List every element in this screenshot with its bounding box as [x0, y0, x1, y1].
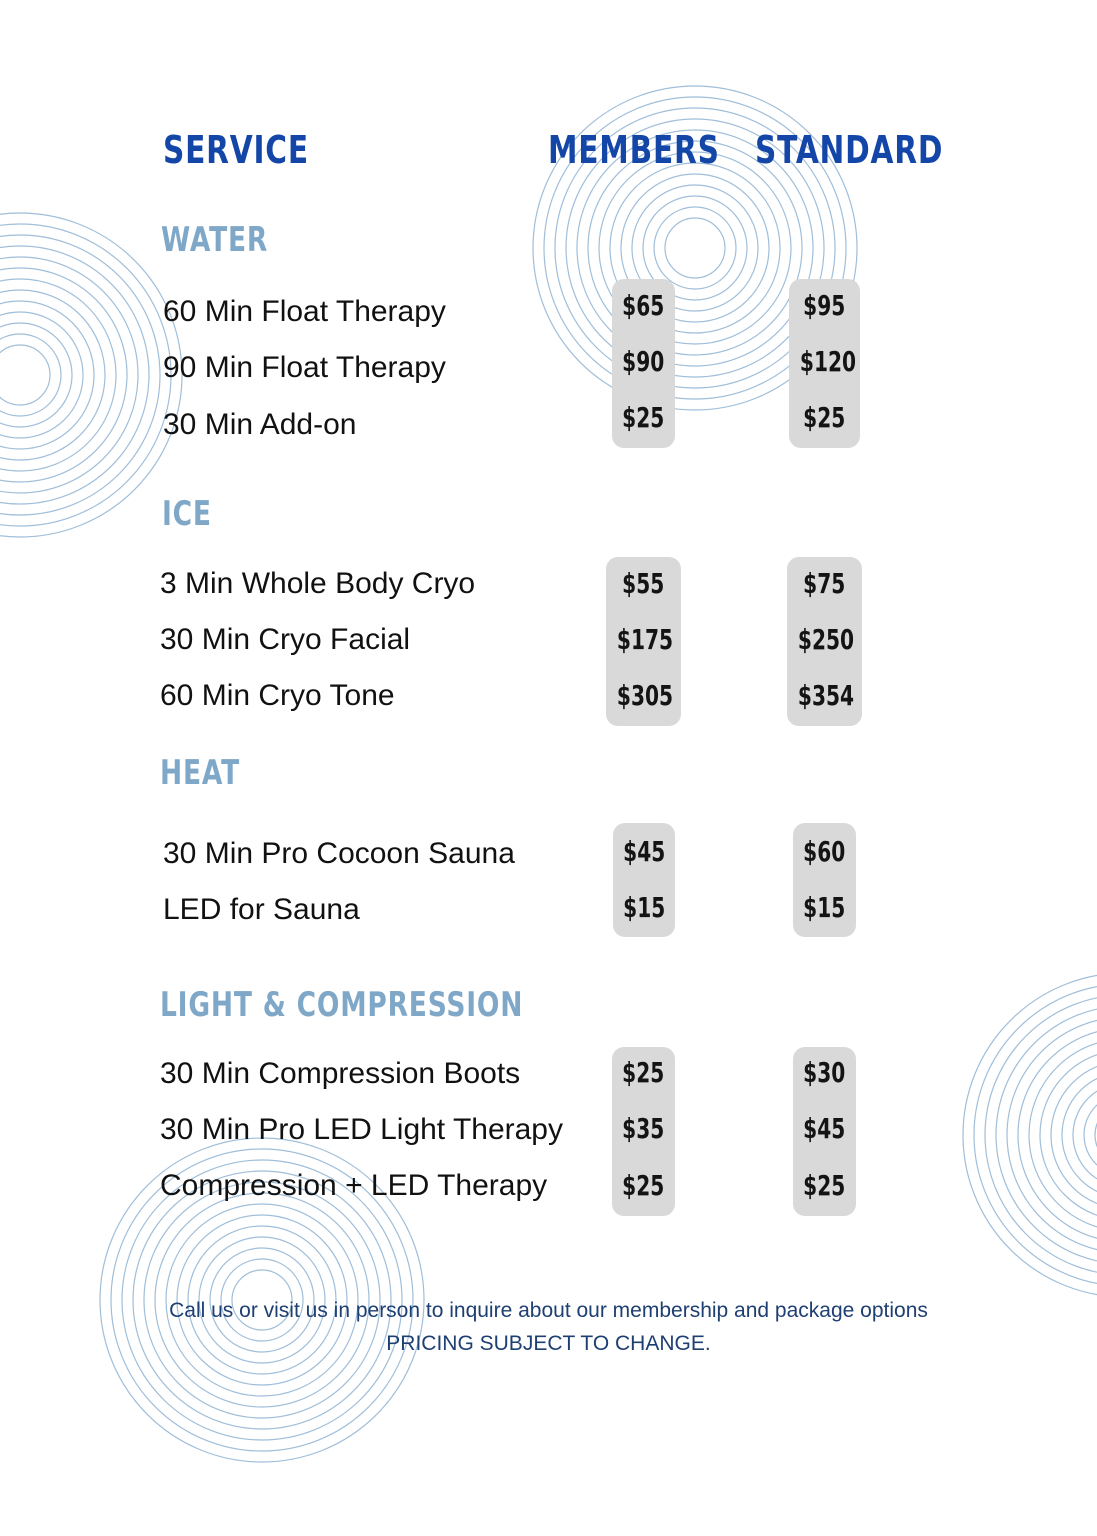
ripple-ring: [974, 984, 1097, 1286]
members-price: $25: [622, 401, 665, 434]
section-title-ice: ICE: [162, 494, 212, 534]
column-header-service: SERVICE: [163, 128, 309, 172]
ripple-ring: [1062, 1072, 1097, 1198]
service-name: LED for Sauna: [163, 893, 360, 926]
standard-price: $75: [803, 567, 846, 600]
standard-price: $45: [803, 1112, 846, 1145]
members-price: $55: [622, 567, 665, 600]
ripple-rings-right: [963, 973, 1097, 1297]
members-price: $25: [622, 1056, 665, 1089]
members-price: $25: [622, 1169, 665, 1202]
ripple-ring: [996, 1006, 1097, 1264]
members-price: $305: [616, 679, 674, 712]
standard-price: $95: [803, 289, 846, 322]
section-title-heat: HEAT: [160, 753, 240, 793]
ripple-rings-left: [0, 213, 182, 537]
standard-price: $15: [803, 891, 846, 924]
service-name: 30 Min Compression Boots: [160, 1057, 521, 1090]
ripple-ring: [0, 224, 171, 526]
standard-price: $354: [797, 679, 855, 712]
members-price: $35: [622, 1112, 665, 1145]
members-price: $45: [622, 835, 666, 868]
members-price: $90: [622, 345, 665, 378]
service-name: 3 Min Whole Body Cryo: [160, 567, 476, 600]
members-price: $15: [622, 891, 666, 924]
column-header-standard: STANDARD: [755, 128, 944, 172]
ripple-ring: [0, 268, 127, 482]
standard-price: $25: [803, 401, 846, 434]
service-name: 30 Min Pro Cocoon Sauna: [163, 837, 515, 870]
service-name: 60 Min Float Therapy: [163, 295, 446, 328]
footer-pricing-disclaimer: PRICING SUBJECT TO CHANGE.: [386, 1332, 711, 1355]
service-name: Compression + LED Therapy: [160, 1169, 548, 1202]
ripple-ring: [1073, 1083, 1097, 1187]
ripple-ring: [0, 213, 182, 537]
ripple-ring: [654, 207, 736, 289]
service-name: 30 Min Add-on: [163, 408, 357, 441]
members-price: $175: [616, 623, 674, 656]
footer-membership-note: Call us or visit us in person to inquire about our membership and package options: [169, 1299, 928, 1322]
section-title-water: WATER: [161, 220, 269, 260]
ripple-ring: [1040, 1050, 1097, 1220]
service-name: 60 Min Cryo Tone: [160, 679, 395, 712]
ripple-ring: [0, 345, 50, 405]
ripple-ring: [0, 290, 105, 460]
column-header-members: MEMBERS: [548, 128, 720, 172]
standard-price: $60: [803, 835, 846, 868]
ripple-ring: [963, 973, 1097, 1297]
standard-price: $120: [799, 345, 857, 378]
standard-price: $30: [803, 1056, 846, 1089]
section-title-light-compression: LIGHT & COMPRESSION: [160, 985, 524, 1025]
service-name: 90 Min Float Therapy: [163, 351, 446, 384]
service-name: 30 Min Pro LED Light Therapy: [160, 1113, 563, 1146]
service-name: 30 Min Cryo Facial: [160, 623, 411, 656]
ripple-ring: [665, 218, 725, 278]
ripple-ring: [0, 235, 160, 515]
ripple-ring: [0, 279, 116, 471]
members-price: $65: [622, 289, 665, 322]
ripple-ring: [0, 312, 83, 438]
ripple-ring: [1029, 1039, 1097, 1231]
standard-price: $25: [803, 1169, 846, 1202]
standard-price: $250: [797, 623, 855, 656]
